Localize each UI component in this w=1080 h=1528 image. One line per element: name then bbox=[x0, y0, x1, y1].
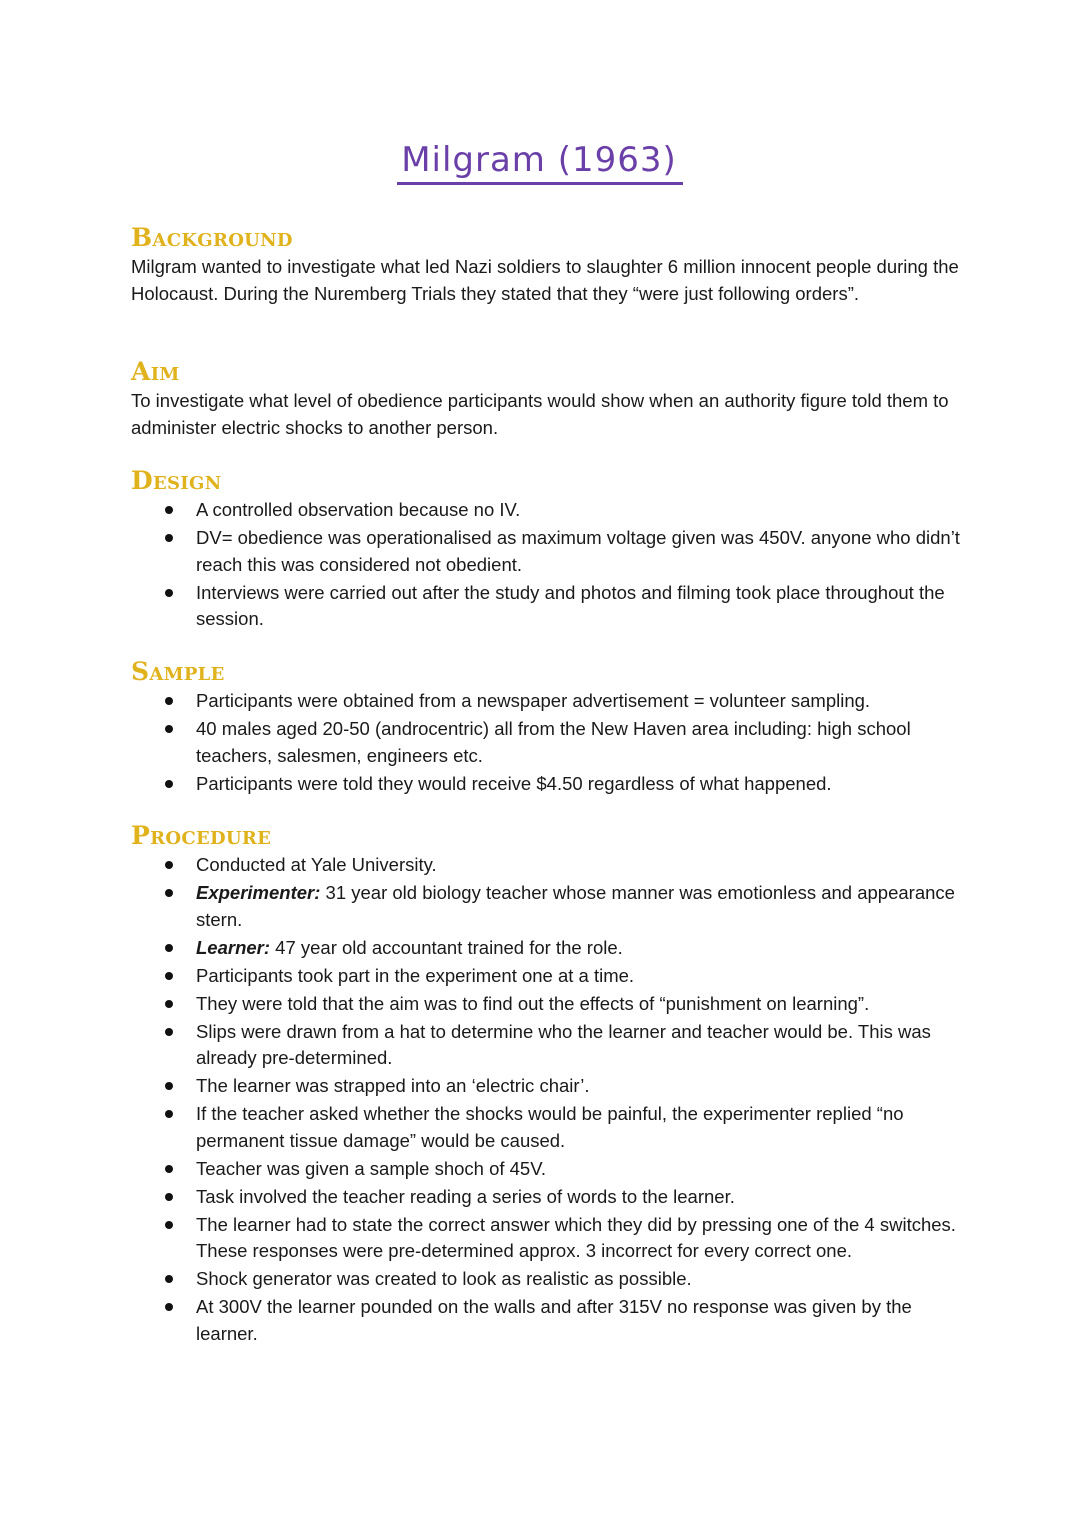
bullet-icon bbox=[165, 889, 173, 897]
title-block bbox=[0, 140, 1080, 185]
procedure-item-text: The learner was strapped into an ‘electric chair’. bbox=[196, 1075, 590, 1096]
list-item bbox=[196, 497, 961, 524]
bullet-icon bbox=[165, 506, 173, 514]
list-item bbox=[196, 580, 961, 633]
sample-item-text: Participants were obtained from a newspaper advertisement = volunteer sampling. bbox=[196, 690, 871, 711]
procedure-item-text: The learner had to state the correct answer which they did by pressing one of the 4 switches. These responses were pre-determined approx. 3 incorrect for every correct one. bbox=[196, 1213, 956, 1261]
procedure-item-text: 31 year old biology teacher whose manner was emotionless and appearance stern. bbox=[196, 882, 955, 930]
list-item bbox=[196, 935, 961, 962]
background-heading: Background bbox=[131, 223, 293, 252]
bullet-icon bbox=[165, 1110, 173, 1118]
bullet-icon bbox=[165, 697, 173, 705]
bullet-icon bbox=[165, 1221, 173, 1229]
bullet-icon bbox=[165, 1303, 173, 1311]
sample-section bbox=[131, 658, 961, 799]
list-item bbox=[196, 880, 961, 933]
bullet-icon bbox=[165, 1000, 173, 1008]
procedure-heading: Procedure bbox=[131, 821, 272, 850]
procedure-item-text: Shock generator was created to look as realistic as possible. bbox=[196, 1268, 692, 1289]
bullet-icon bbox=[165, 861, 173, 869]
bullet-icon bbox=[165, 725, 173, 733]
bullet-icon bbox=[165, 1165, 173, 1173]
list-item bbox=[196, 1019, 961, 1072]
list-item bbox=[196, 1073, 961, 1100]
procedure-item-text: Task involved the teacher reading a series of words to the learner. bbox=[196, 1185, 735, 1207]
bullet-icon bbox=[165, 780, 173, 788]
procedure-item-text: They were told that the aim was to find out the effects of “punishment on learning”. bbox=[196, 992, 870, 1014]
bullet-icon bbox=[165, 944, 173, 952]
list-item bbox=[196, 688, 961, 715]
procedure-item-text: Teacher was given a sample shoch of 45V. bbox=[196, 1157, 547, 1179]
sample-list bbox=[131, 688, 961, 797]
bullet-icon bbox=[165, 589, 173, 597]
list-item bbox=[196, 963, 961, 990]
aim-text: To investigate what level of obedience participants would show when an authority figure told them to administer electric shocks to another person. bbox=[131, 390, 949, 438]
procedure-item-text: Conducted at Yale University. bbox=[196, 854, 437, 875]
list-item bbox=[196, 1294, 961, 1347]
procedure-item-text: Participants took part in the experiment one at a time. bbox=[196, 964, 635, 986]
sample-item-text: 40 males aged 20-50 (androcentric) all from the New Haven area including: high school teachers, salesmen, engineers etc. bbox=[196, 718, 911, 766]
list-item bbox=[196, 1156, 961, 1183]
list-item bbox=[196, 716, 961, 769]
list-item bbox=[196, 525, 961, 578]
sample-heading: Sample bbox=[131, 657, 225, 686]
design-item-text: A controlled observation because no IV. bbox=[196, 499, 521, 520]
aim-heading: Aim bbox=[131, 357, 180, 386]
procedure-item-text: 47 year old accountant trained for the role. bbox=[270, 936, 623, 958]
design-item-text: DV= obedience was operationalised as maximum voltage given was 450V. anyone who didn’t reach this was considered not obedient. bbox=[196, 527, 960, 575]
bullet-icon bbox=[165, 1193, 173, 1201]
procedure-item-lead: Experimenter: bbox=[196, 882, 321, 903]
bullet-icon bbox=[165, 972, 173, 980]
procedure-item-text: At 300V the learner pounded on the walls and after 315V no response was given by the learner. bbox=[196, 1296, 912, 1344]
bullet-icon bbox=[165, 1028, 173, 1036]
page-title: Milgram (1963) bbox=[397, 140, 683, 185]
aim-section bbox=[131, 358, 961, 441]
procedure-item-text: If the teacher asked whether the shocks would be painful, the experimenter replied “no permanent tissue damage” would be caused. bbox=[196, 1103, 904, 1151]
background-section bbox=[131, 224, 961, 307]
bullet-icon bbox=[165, 1275, 173, 1283]
sample-item-text: Participants were told they would receive $4.50 regardless of what happened. bbox=[196, 772, 832, 794]
bullet-icon bbox=[165, 1082, 173, 1090]
list-item bbox=[196, 1266, 961, 1293]
procedure-section bbox=[131, 822, 961, 1349]
procedure-list bbox=[131, 852, 961, 1347]
background-text: Milgram wanted to investigate what led Nazi soldiers to slaughter 6 million innocent people during the Holocaust. During the Nuremberg Trials they stated that they “were just following orders”. bbox=[131, 256, 959, 304]
list-item bbox=[196, 1212, 961, 1265]
list-item bbox=[196, 771, 961, 798]
bullet-icon bbox=[165, 534, 173, 542]
procedure-item-lead: Learner: bbox=[196, 936, 271, 958]
list-item bbox=[196, 1101, 961, 1154]
design-item-text: Interviews were carried out after the study and photos and filming took place throughout the session. bbox=[196, 581, 945, 629]
design-heading: Design bbox=[131, 466, 222, 495]
list-item bbox=[196, 852, 961, 879]
procedure-item-text: Slips were drawn from a hat to determine who the learner and teacher would be. This was already pre-determined. bbox=[196, 1020, 931, 1068]
list-item bbox=[196, 991, 961, 1018]
design-section bbox=[131, 467, 961, 634]
design-list bbox=[131, 497, 961, 633]
list-item bbox=[196, 1184, 961, 1211]
